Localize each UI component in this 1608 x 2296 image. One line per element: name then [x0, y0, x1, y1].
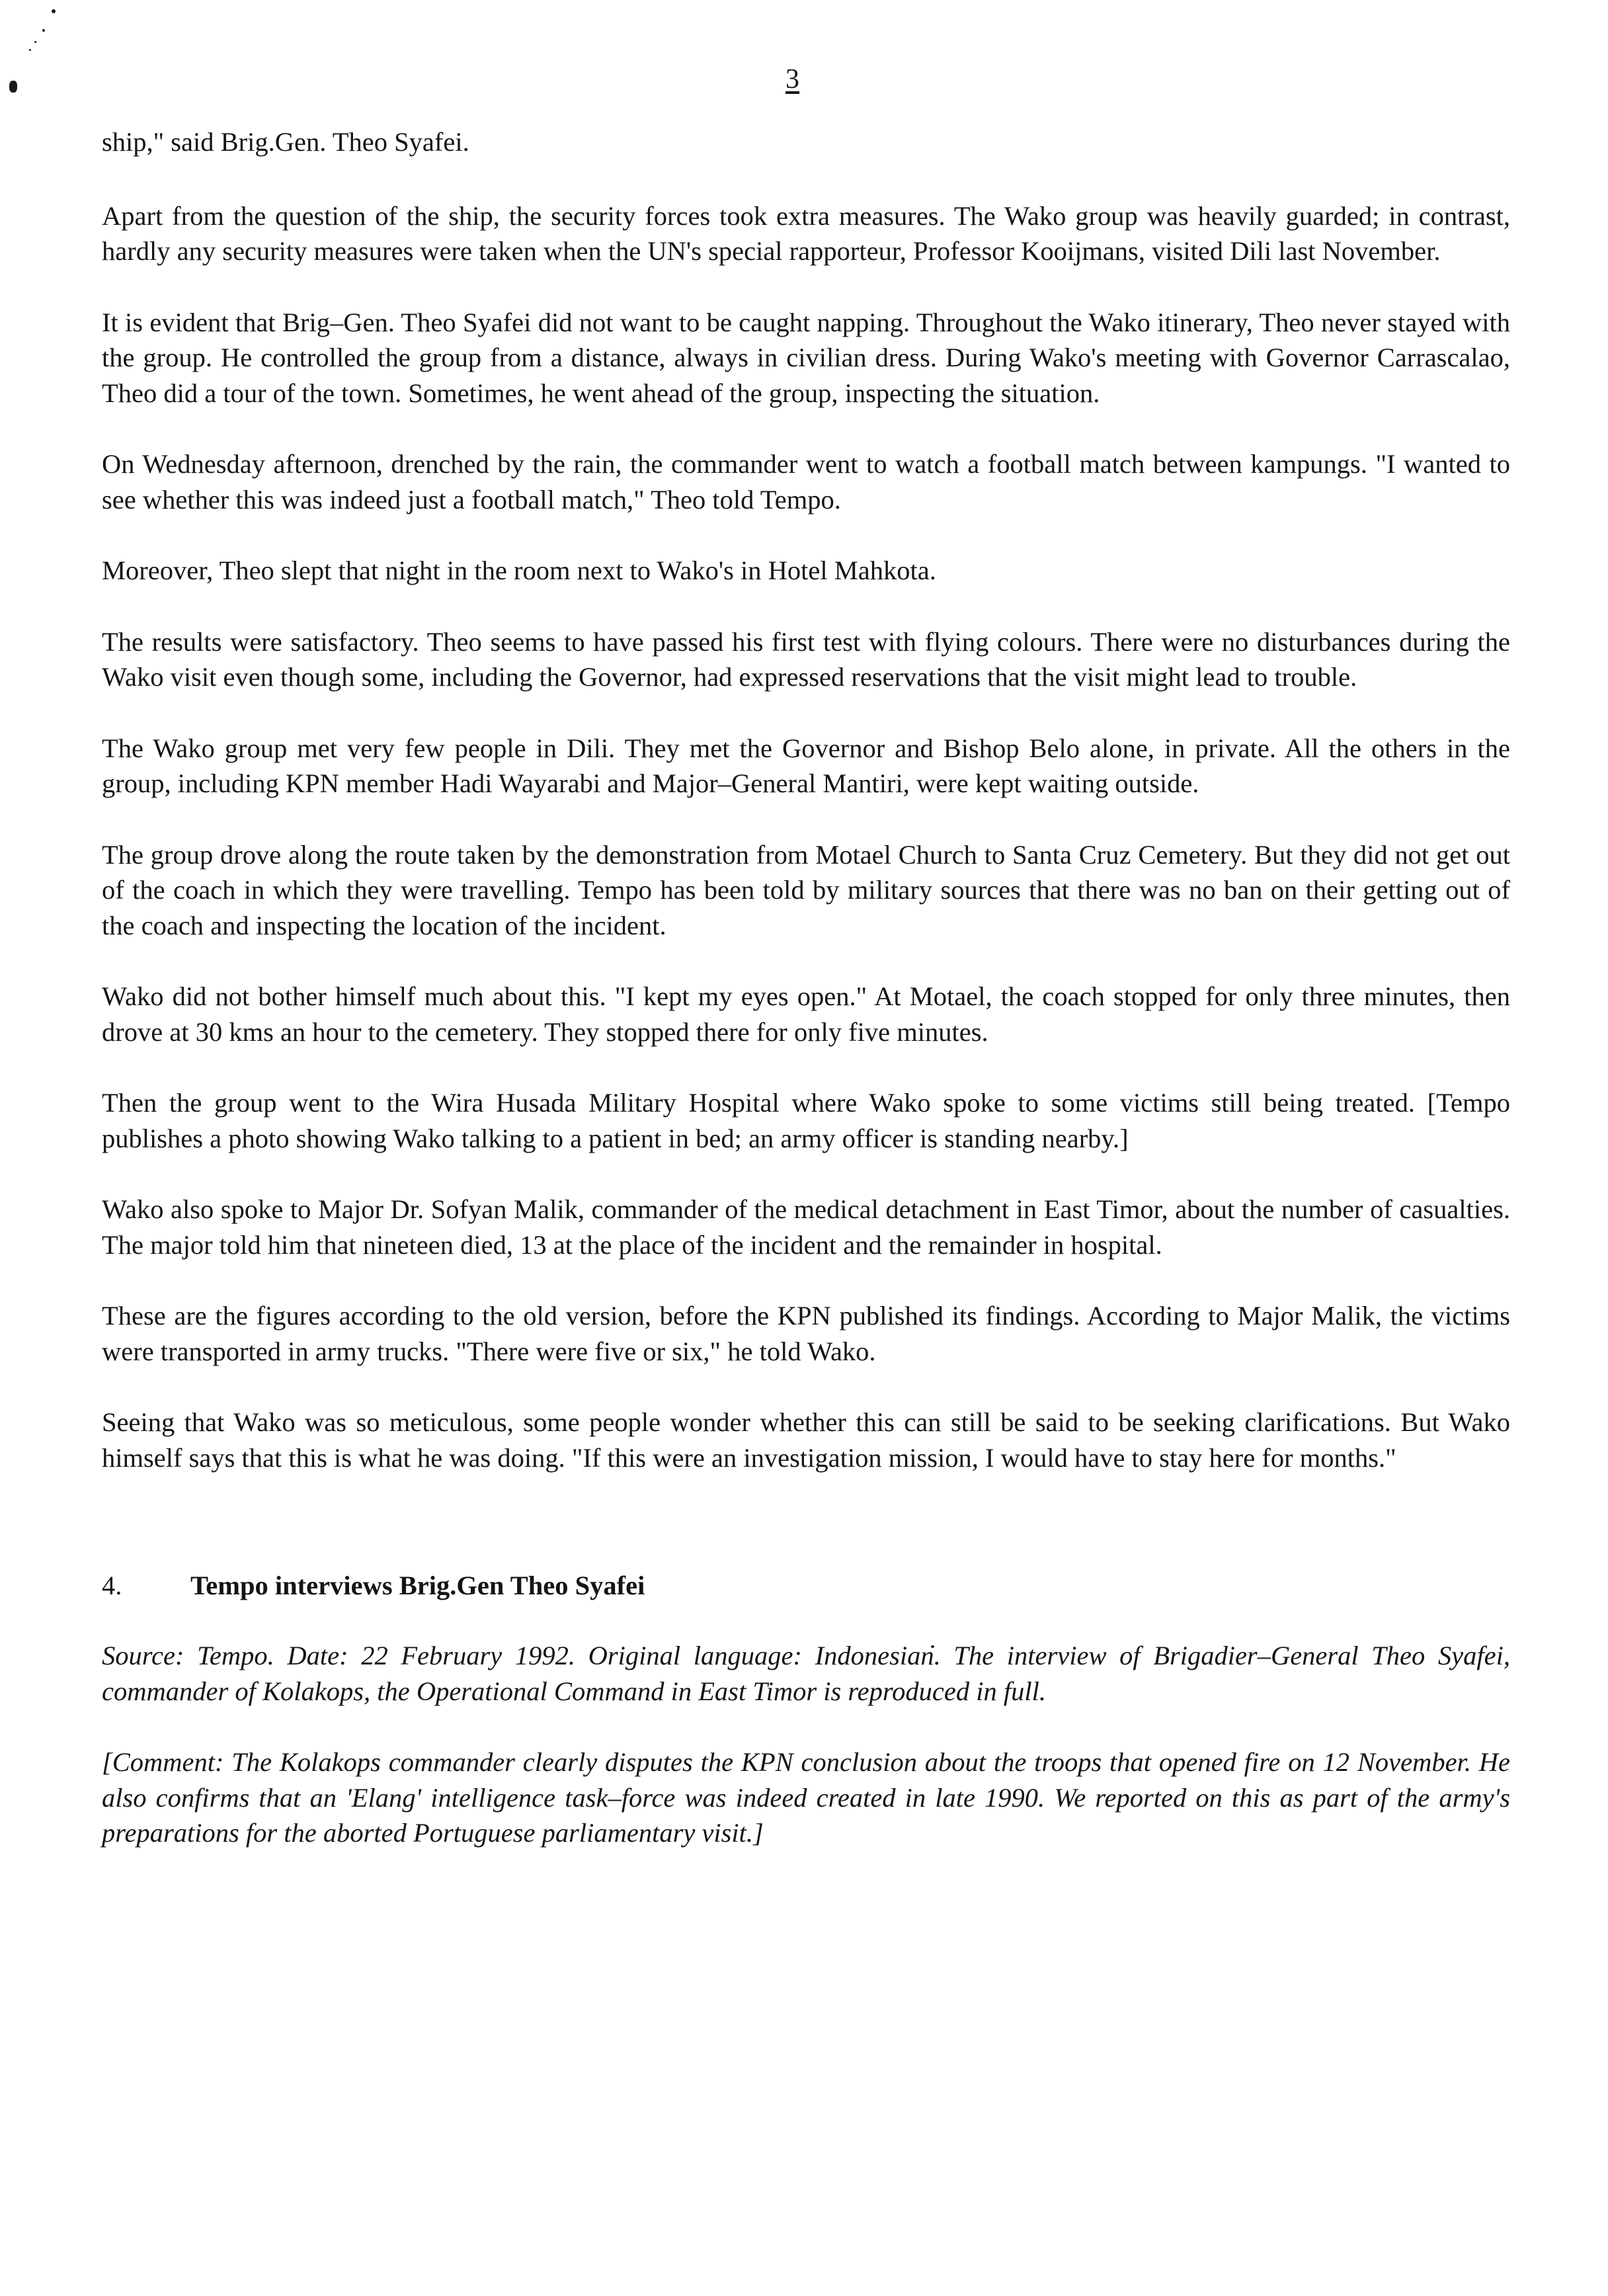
paragraph: Wako also spoke to Major Dr. Sofyan Malik, commander of the medical detachment in East Timor, about the number of casualties. The major told him that nineteen died, 13 at the place of the incident and the remainder in hospital.	[102, 1194, 1510, 1260]
paragraph: The Wako group met very few people in Dili. They met the Governor and Bishop Belo alone, in private. All the others in the group, including KPN member Hadi Wayarabi and Major–General Mantiri, were kept waiting outside.	[102, 733, 1510, 798]
scan-speck	[34, 41, 36, 43]
paragraph: These are the figures according to the old version, before the KPN published its findings. According to Major Malik, the victims were transported in army trucks. "There were five or six," he told Wako.	[102, 1301, 1510, 1366]
section-heading	[102, 1568, 1510, 1604]
scan-speck	[9, 81, 17, 93]
paragraph: Moreover, Theo slept that night in the room next to Wako's in Hotel Mahkota.	[102, 555, 936, 585]
comment-note: [Comment: The Kolakops commander clearly disputes the KPN conclusion about the troops that opened fire on 12 November. He also confirms that an 'Elang' intelligence task–force was indeed created in late 1990. We reported on this as part of the army's preparations for the aborted Portuguese parliamentary visit.]	[102, 1747, 1510, 1848]
section-number: 4.	[102, 1571, 122, 1600]
paragraph: Apart from the question of the ship, the security forces took extra measures. The Wako group was heavily guarded; in contrast, hardly any security measures were taken when the UN's special rapporteur, Professor Kooijmans, visited Dili last November.	[102, 200, 1510, 266]
scan-speck	[52, 9, 56, 13]
paragraph: Seeing that Wako was so meticulous, some people wonder whether this can still be said to be seeking clarifications. But Wako himself says that this is what he was doing. "If this were an investigation mission, I would have to stay here for months."	[102, 1407, 1510, 1473]
paragraph: Wako did not bother himself much about this. "I kept my eyes open." At Motael, the coach stopped for only three minutes, then drove at 30 kms an hour to the cemetery. They stopped there for only five minutes.	[102, 981, 1510, 1047]
page-number: 3	[785, 64, 799, 95]
paragraph: On Wednesday afternoon, drenched by the rain, the commander went to watch a football match between kampungs. "I wanted to see whether this was indeed just a football match," Theo told Tempo.	[102, 449, 1510, 514]
paragraph: It is evident that Brig–Gen. Theo Syafei did not want to be caught napping. Throughout the Wako itinerary, Theo never stayed with the group. He controlled the group from a distance, always in civilian dress. During Wako's meeting with Governor Carrascalao, Theo did a tour of the town. Sometimes, he went ahead of the group, inspecting the situation.	[102, 307, 1510, 408]
document-body	[102, 124, 1510, 1887]
paragraph: ship," said Brig.Gen. Theo Syafei.	[102, 127, 469, 157]
paragraph: Then the group went to the Wira Husada Military Hospital where Wako spoke to some victims still being treated. [Tempo publishes a photo showing Wako talking to a patient in bed; an army officer is standing nearby.]	[102, 1088, 1510, 1153]
paragraph: The group drove along the route taken by the demonstration from Motael Church to Santa Cruz Cemetery. But they did not get out of the coach in which they were travelling. Tempo has been told by military sources that there was no ban on their getting out of the coach and inspecting the location of the incident.	[102, 839, 1510, 940]
scan-speck	[29, 49, 31, 51]
paragraph: The results were satisfactory. Theo seems to have passed his first test with flying colours. There were no disturbances during the Wako visit even though some, including the Governor, had expressed reservations that the visit might lead to trouble.	[102, 626, 1510, 692]
scan-speck	[42, 29, 45, 32]
source-note: Source: Tempo. Date: 22 February 1992. Original language: Indonesian. The interview of Brigadier–General Theo Syafei, commander of Kolakops, the Operational Command in East Timor is reproduced in full.	[102, 1641, 1510, 1706]
section-title: Tempo interviews Brig.Gen Theo Syafei	[190, 1571, 645, 1600]
